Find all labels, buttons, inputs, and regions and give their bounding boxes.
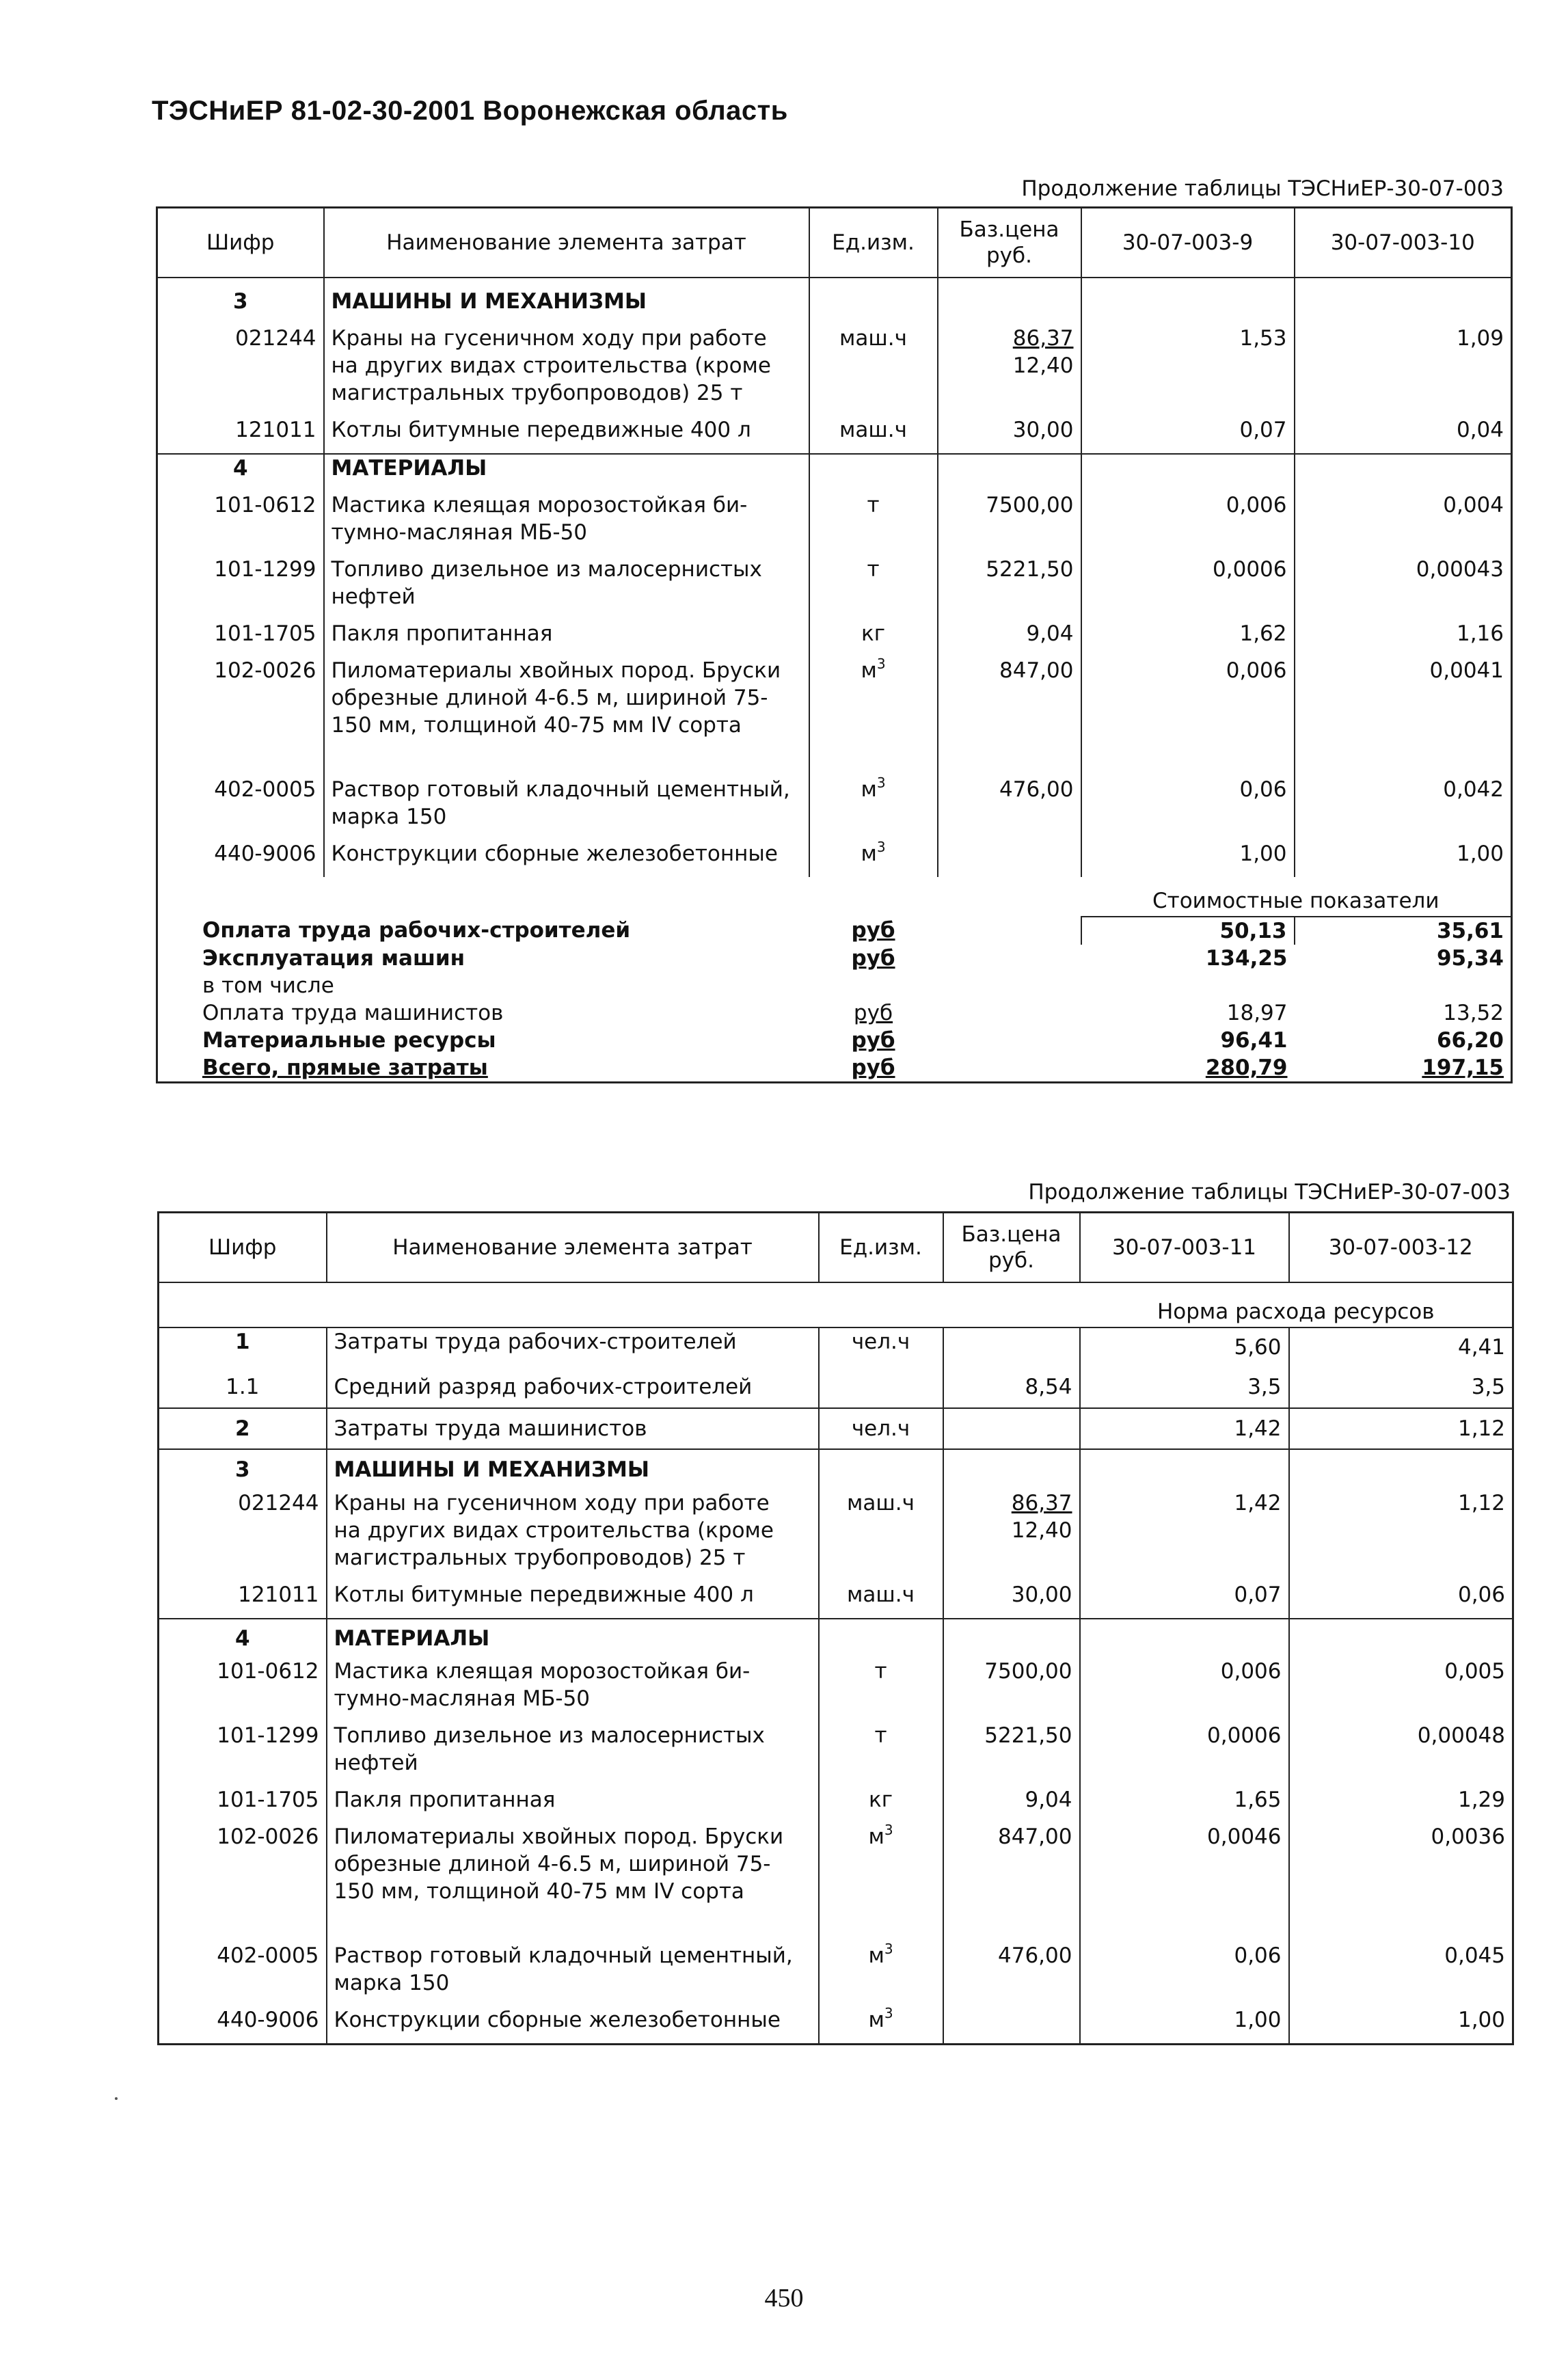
header-unit: Ед.изм.: [819, 1213, 943, 1283]
table-row: 440-9006 Конструкции сборные железобетонные $м^3$ 1,00 1,00: [157, 840, 1512, 867]
section-machines: 3 МАШИНЫ И МЕХАНИЗМЫ: [159, 1449, 1513, 1489]
table-row: 101-1705 Пакля пропитанная кг 9,04 1,65 1,29: [159, 1786, 1513, 1814]
page-number: 450: [764, 2284, 804, 2313]
table-row: 2 Затраты труда машинистов чел.ч 1,42 1,12: [159, 1408, 1513, 1449]
table-row: 402-0005 Раствор готовый кладочный цементный, марка 150 $м^3$ 476,00 0,06 0,045: [159, 1942, 1513, 1997]
table-row: 102-0026 Пиломатериалы хвойных пород. Бруски обрезные длиной 4-6.5 м, шириной 75- 150 мм, толщиной 40-75 мм IV сорта $м^3$ 847,00 0,0046 0,0036: [159, 1823, 1513, 1905]
table-header: [157, 208, 1512, 278]
section-materials: 4 МАТЕРИАЛЫ: [159, 1619, 1513, 1658]
resource-table-2: [157, 1211, 1514, 2045]
table-row: 021244 Краны на гусеничном ходу при работе на других видах строительства (кроме магистральных трубопроводов) 25 т маш.ч 86,37 12,40 1,53 1,09: [157, 325, 1512, 407]
header-price: Баз.цена руб.: [938, 208, 1081, 278]
table-row: 121011 Котлы битумные передвижные 400 л маш.ч 30,00 0,07 0,06: [159, 1581, 1513, 1608]
table-row: 101-0612 Мастика клеящая морозостойкая би- тумно-масляная МБ-50 т 7500,00 0,006 0,005: [159, 1658, 1513, 1712]
table-row: 021244 Краны на гусеничном ходу при работе на других видах строительства (кроме магистральных трубопроводов) 25 т маш.ч 86,37 12,40 1,42 1,12: [159, 1489, 1513, 1572]
header-col-a: 30-07-003-11: [1080, 1213, 1289, 1283]
section-materials: 4 МАТЕРИАЛЫ: [157, 454, 1512, 482]
summary-row: в том числе: [202, 973, 334, 998]
cost-indicators-header: Стоимостные показатели: [157, 877, 1512, 917]
page-title: ТЭСНиЕР 81-02-30-2001 Воронежская область: [152, 96, 788, 126]
header-col-a: 30-07-003-9: [1081, 208, 1295, 278]
summary-row: Оплата труда машинистов руб 18,97 13,52: [202, 1001, 1504, 1025]
table-row: 101-1299 Топливо дизельное из малосернистых нефтей т 5221,50 0,0006 0,00048: [159, 1722, 1513, 1777]
table-row: 101-1299 Топливо дизельное из малосернистых нефтей т 5221,50 0,0006 0,00043: [157, 556, 1512, 610]
table-header: [159, 1213, 1513, 1283]
table-row: 440-9006 Конструкции сборные железобетонные $м^3$ 1,00 1,00: [159, 2006, 1513, 2034]
table-continuation-caption: Продолжение таблицы ТЭСНиЕР-30-07-003: [1028, 1180, 1511, 1204]
header-code: Шифр: [157, 208, 324, 278]
table-row: 1 Затраты труда рабочих-строителей чел.ч 5,60 4,41: [159, 1327, 1513, 1366]
summary-row: Материальные ресурсы руб 96,41 66,20: [202, 1028, 1504, 1053]
table-row: 101-0612 Мастика клеящая морозостойкая би- тумно-масляная МБ-50 т 7500,00 0,006 0,004: [157, 491, 1512, 546]
header-name: Наименование элемента затрат: [327, 1213, 819, 1283]
table-row: 102-0026 Пиломатериалы хвойных пород. Бруски обрезные длиной 4-6.5 м, шириной 75- 150 мм, толщиной 40-75 мм IV сорта $м^3$ 847,00 0,006 0,0041: [157, 657, 1512, 739]
summary-row: Всего, прямые затраты руб 280,79 197,15: [202, 1055, 1504, 1080]
resource-table-1: [156, 206, 1513, 1083]
header-name: Наименование элемента затрат: [324, 208, 809, 278]
norm-header: Норма расхода ресурсов: [1157, 1299, 1435, 1324]
header-price: Баз.цена руб.: [943, 1213, 1080, 1283]
table-row: 121011 Котлы битумные передвижные 400 л маш.ч 30,00 0,07 0,04: [157, 416, 1512, 444]
header-col-b: 30-07-003-10: [1295, 208, 1512, 278]
header-code: Шифр: [159, 1213, 327, 1283]
header-col-b: 30-07-003-12: [1289, 1213, 1513, 1283]
scan-speck: [115, 2097, 118, 2100]
table-row: 402-0005 Раствор готовый кладочный цементный, марка 150 $м^3$ 476,00 0,06 0,042: [157, 776, 1512, 831]
table-row: 101-1705 Пакля пропитанная кг 9,04 1,62 1,16: [157, 620, 1512, 647]
section-machines: 3 МАШИНЫ И МЕХАНИЗМЫ: [157, 288, 1512, 315]
summary-row: Оплата труда рабочих-строителей руб 50,13 35,61: [157, 917, 1512, 945]
summary-row: Эксплуатация машин руб 134,25 95,34: [202, 946, 1504, 971]
header-unit: Ед.изм.: [809, 208, 938, 278]
table-continuation-caption: Продолжение таблицы ТЭСНиЕР-30-07-003: [1021, 176, 1504, 201]
table-row: 1.1 Средний разряд рабочих-строителей 8,54 3,5 3,5: [159, 1366, 1513, 1408]
